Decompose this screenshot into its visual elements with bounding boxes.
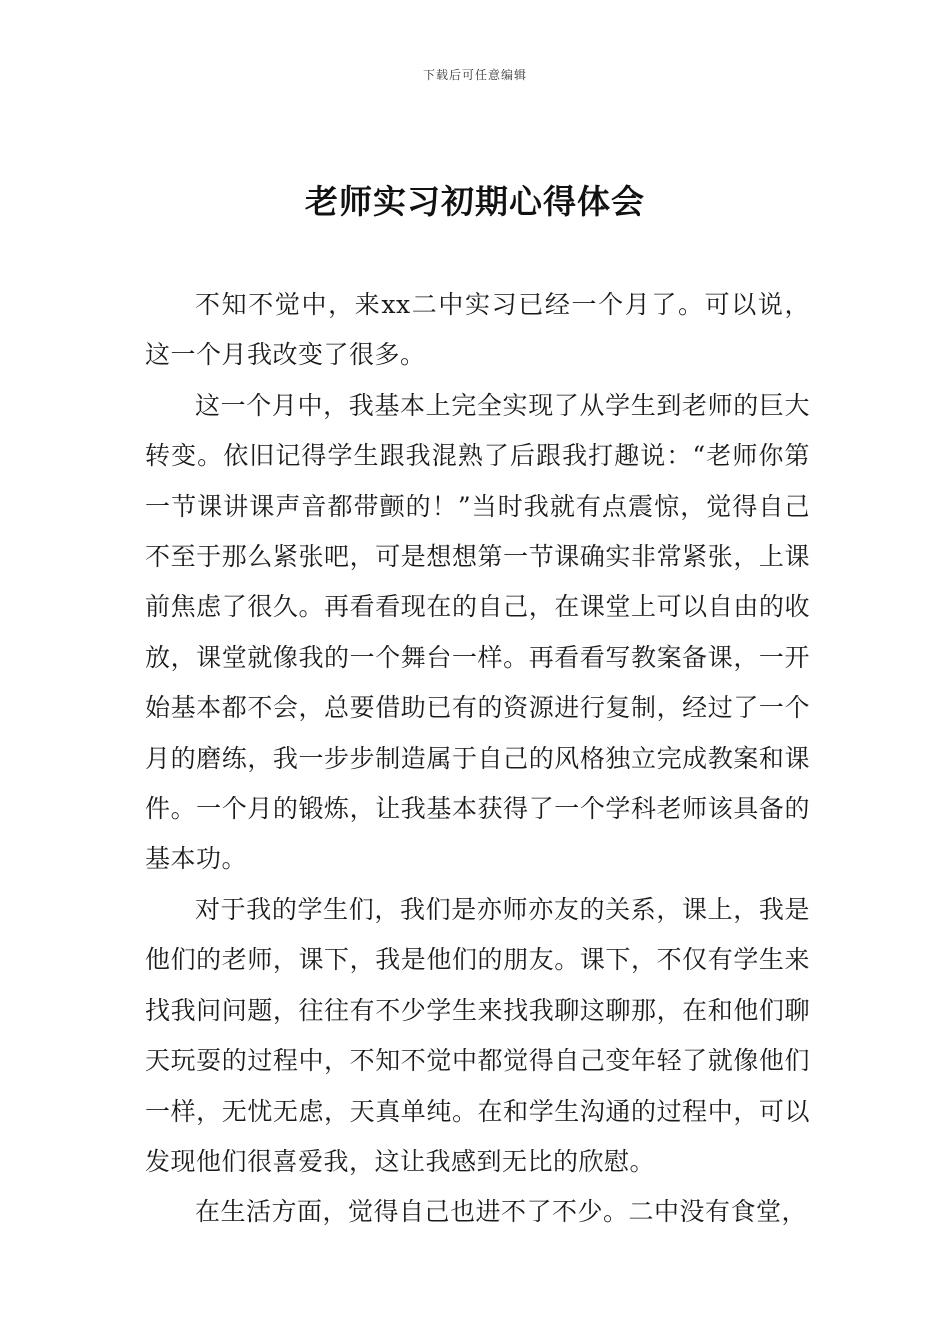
paragraph: 在生活方面，觉得自己也进不了不少。二中没有食堂，: [195, 1197, 808, 1227]
paragraph: 不知不觉中，来xx二中实习已经一个月了。可以说，这一个月我改变了很多。: [145, 290, 810, 370]
header-note: 下载后可任意编辑: [422, 68, 527, 82]
paragraph: 对于我的学生们，我们是亦师亦友的关系，课上，我是他们的老师，课下，我是他们的朋友。课下，不仅有学生来找我问问题，往往有不少学生来找我聊这聊那，在和他们聊天玩耍的过程中，不知不觉中都觉得自己变年轻了就像他们一样，无忧无虑，天真单纯。在和学生沟通的过程中，可以发现他们很喜爱我，这让我感到无比的欣慰。: [145, 894, 810, 1176]
paragraph: 这一个月中，我基本上完全实现了从学生到老师的巨大转变。依旧记得学生跟我混熟了后跟我打趣说：“老师你第一节课讲课声音都带颤的！”当时我就有点震惊，觉得自己不至于那么紧张吧，可是想想第一节课确实非常紧张，上课前焦虑了很久。再看看现在的自己，在课堂上可以自由的收放，课堂就像我的一个舞台一样。再看看写教案备课，一开始基本都不会，总要借助已有的资源进行复制，经过了一个月的磨练，我一步步制造属于自己的风格独立完成教案和课件。一个月的锻炼，让我基本获得了一个学科老师该具备的基本功。: [145, 390, 810, 874]
document-title: 老师实习初期心得体会: [305, 182, 645, 221]
document-body: [145, 280, 810, 1238]
